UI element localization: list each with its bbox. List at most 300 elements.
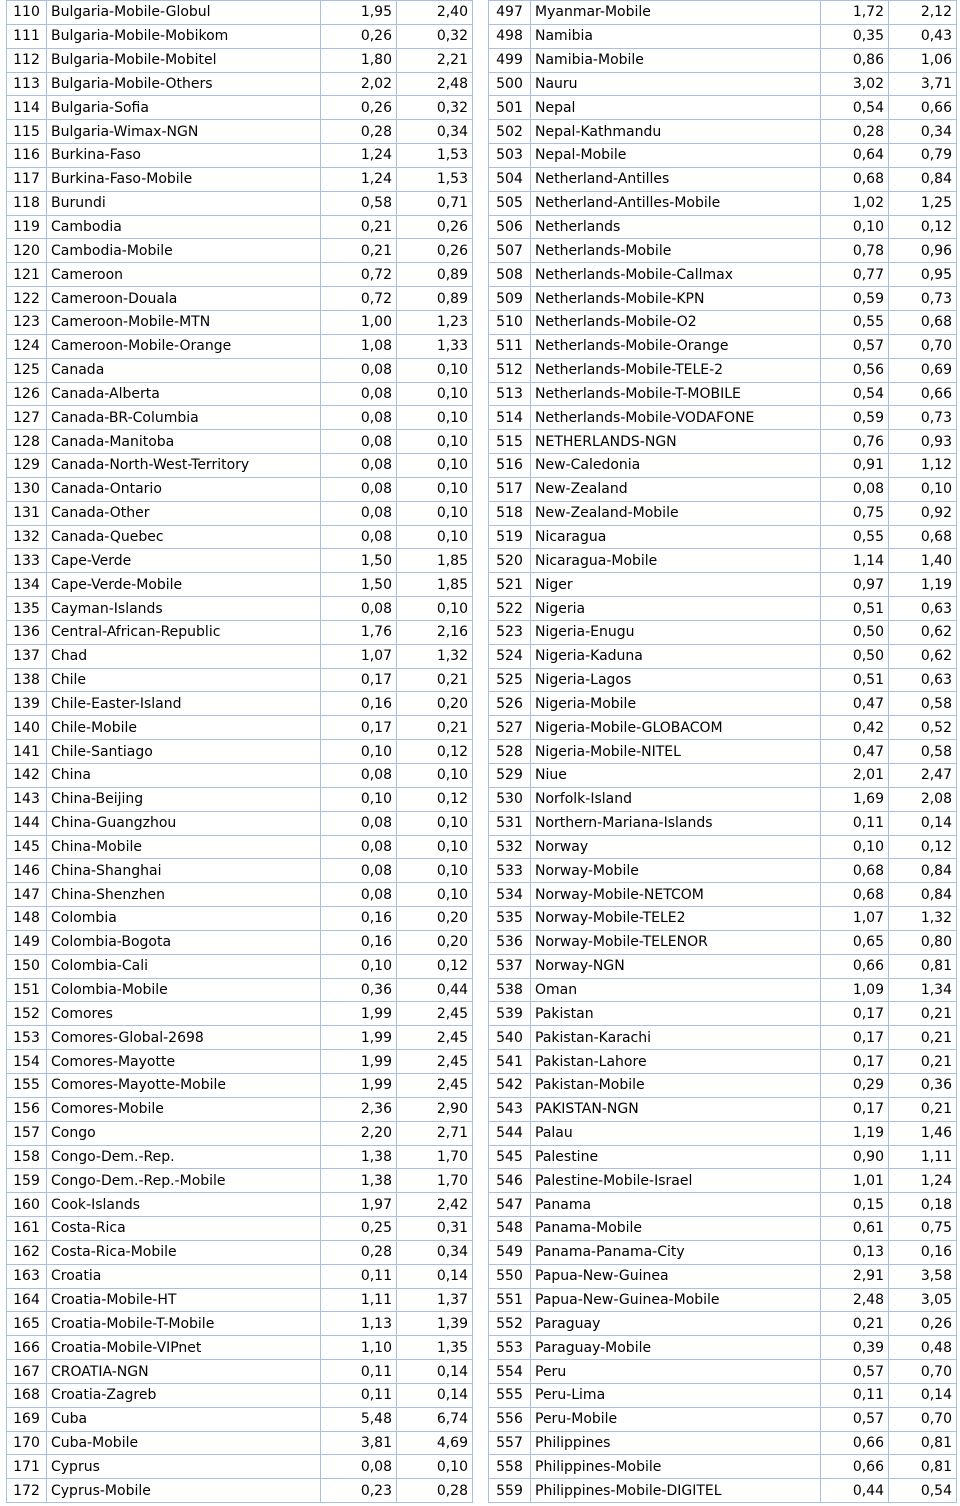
row-number: 110 (7, 1, 47, 25)
destination-name: Peru (531, 1360, 821, 1384)
destination-name: Pakistan-Lahore (531, 1050, 821, 1074)
table-row (7, 787, 473, 811)
rate-value-2: 1,34 (889, 978, 957, 1002)
rate-value-2: 0,32 (397, 96, 473, 120)
row-number: 510 (489, 310, 531, 334)
rate-value-2: 0,58 (889, 740, 957, 764)
row-number: 557 (489, 1431, 531, 1455)
table-row (7, 382, 473, 406)
row-number: 543 (489, 1097, 531, 1121)
rate-value-2: 1,24 (889, 1169, 957, 1193)
rate-value-1: 0,57 (821, 334, 889, 358)
rate-value-2: 1,19 (889, 573, 957, 597)
rate-value-2: 0,10 (397, 859, 473, 883)
destination-name: Peru-Lima (531, 1383, 821, 1407)
rate-value-2: 2,47 (889, 764, 957, 788)
rate-value-1: 0,55 (821, 525, 889, 549)
destination-name: Namibia-Mobile (531, 48, 821, 72)
rate-value-2: 2,08 (889, 787, 957, 811)
rate-value-1: 0,58 (321, 191, 397, 215)
table-row (7, 191, 473, 215)
destination-name: Netherlands-Mobile-KPN (531, 287, 821, 311)
table-row (7, 1193, 473, 1217)
table-row (7, 1264, 473, 1288)
rate-value-2: 1,37 (397, 1288, 473, 1312)
row-number: 497 (489, 1, 531, 25)
rate-value-2: 0,95 (889, 263, 957, 287)
rate-value-2: 0,70 (889, 334, 957, 358)
row-number: 514 (489, 406, 531, 430)
row-number: 138 (7, 668, 47, 692)
rate-value-2: 0,44 (397, 978, 473, 1002)
rate-value-2: 1,53 (397, 144, 473, 168)
rate-value-2: 0,18 (889, 1193, 957, 1217)
rate-value-1: 0,28 (821, 120, 889, 144)
table-row (7, 597, 473, 621)
row-number: 516 (489, 454, 531, 478)
table-row (7, 1288, 473, 1312)
destination-name: Netherlands-Mobile-T-MOBILE (531, 382, 821, 406)
table-row (489, 573, 957, 597)
table-row (489, 1455, 957, 1479)
row-number: 161 (7, 1217, 47, 1241)
table-row (7, 644, 473, 668)
table-row (7, 239, 473, 263)
row-number: 169 (7, 1407, 47, 1431)
table-row (489, 835, 957, 859)
rate-value-2: 1,33 (397, 334, 473, 358)
row-number: 555 (489, 1383, 531, 1407)
rate-value-1: 0,08 (321, 811, 397, 835)
table-row (489, 1193, 957, 1217)
destination-name: Pakistan-Karachi (531, 1026, 821, 1050)
row-number: 140 (7, 716, 47, 740)
destination-name: Nepal-Kathmandu (531, 120, 821, 144)
row-number: 540 (489, 1026, 531, 1050)
rate-value-2: 2,42 (397, 1193, 473, 1217)
rate-value-1: 0,17 (821, 1026, 889, 1050)
destination-name: Panama (531, 1193, 821, 1217)
table-row (489, 1240, 957, 1264)
table-row (489, 430, 957, 454)
table-row (7, 334, 473, 358)
rate-value-2: 0,10 (397, 382, 473, 406)
row-number: 501 (489, 96, 531, 120)
rate-value-2: 0,10 (397, 454, 473, 478)
rate-value-2: 2,45 (397, 1050, 473, 1074)
destination-name: Norway (531, 835, 821, 859)
row-number: 532 (489, 835, 531, 859)
destination-name: Canada-Other (47, 501, 321, 525)
rate-value-2: 0,26 (889, 1312, 957, 1336)
rate-value-2: 1,39 (397, 1312, 473, 1336)
rate-value-1: 0,16 (321, 907, 397, 931)
row-number: 520 (489, 549, 531, 573)
row-number: 554 (489, 1360, 531, 1384)
rate-value-2: 0,71 (397, 191, 473, 215)
rate-value-1: 0,72 (321, 287, 397, 311)
rate-value-2: 1,11 (889, 1145, 957, 1169)
rate-value-2: 1,85 (397, 573, 473, 597)
row-number: 550 (489, 1264, 531, 1288)
row-number: 123 (7, 310, 47, 334)
row-number: 132 (7, 525, 47, 549)
rate-value-2: 6,74 (397, 1407, 473, 1431)
rate-value-1: 0,47 (821, 692, 889, 716)
destination-name: China-Shenzhen (47, 883, 321, 907)
rate-value-2: 0,21 (889, 1050, 957, 1074)
rate-value-2: 0,14 (889, 1383, 957, 1407)
row-number: 541 (489, 1050, 531, 1074)
table-row (489, 215, 957, 239)
table-row (7, 1169, 473, 1193)
row-number: 534 (489, 883, 531, 907)
destination-name: Paraguay-Mobile (531, 1336, 821, 1360)
table-row (7, 215, 473, 239)
table-row (489, 1479, 957, 1503)
row-number: 168 (7, 1383, 47, 1407)
row-number: 509 (489, 287, 531, 311)
destination-name: Croatia-Mobile-HT (47, 1288, 321, 1312)
rate-value-2: 0,26 (397, 215, 473, 239)
destination-name: Cuba-Mobile (47, 1431, 321, 1455)
row-number: 142 (7, 764, 47, 788)
rate-value-1: 0,08 (321, 406, 397, 430)
destination-name: Netherland-Antilles-Mobile (531, 191, 821, 215)
row-number: 505 (489, 191, 531, 215)
rate-value-2: 0,10 (397, 835, 473, 859)
table-row (489, 954, 957, 978)
rate-value-1: 0,59 (821, 406, 889, 430)
rate-value-2: 0,84 (889, 883, 957, 907)
destination-name: Bulgaria-Mobile-Others (47, 72, 321, 96)
rate-value-1: 0,17 (821, 1002, 889, 1026)
table-row (7, 167, 473, 191)
rate-value-1: 1,50 (321, 573, 397, 597)
row-number: 111 (7, 24, 47, 48)
row-number: 127 (7, 406, 47, 430)
row-number: 154 (7, 1050, 47, 1074)
row-number: 523 (489, 620, 531, 644)
row-number: 530 (489, 787, 531, 811)
rate-value-2: 0,21 (397, 668, 473, 692)
row-number: 545 (489, 1145, 531, 1169)
row-number: 517 (489, 477, 531, 501)
rate-value-1: 0,08 (321, 454, 397, 478)
rate-value-1: 2,20 (321, 1121, 397, 1145)
rate-value-2: 0,21 (889, 1026, 957, 1050)
destination-name: China-Beijing (47, 787, 321, 811)
rate-value-2: 2,12 (889, 1, 957, 25)
rate-value-1: 1,09 (821, 978, 889, 1002)
destination-name: Cape-Verde-Mobile (47, 573, 321, 597)
table-row (489, 72, 957, 96)
rate-value-1: 0,57 (821, 1360, 889, 1384)
destination-name: Cameroon (47, 263, 321, 287)
rate-value-1: 3,81 (321, 1431, 397, 1455)
destination-name: Cambodia-Mobile (47, 239, 321, 263)
rate-value-2: 0,66 (889, 382, 957, 406)
rate-value-1: 0,28 (321, 120, 397, 144)
row-number: 125 (7, 358, 47, 382)
table-row (489, 668, 957, 692)
rate-value-1: 0,42 (821, 716, 889, 740)
destination-name: Nigeria-Kaduna (531, 644, 821, 668)
rate-value-1: 0,86 (821, 48, 889, 72)
rate-value-2: 0,14 (397, 1264, 473, 1288)
table-row (7, 72, 473, 96)
row-number: 548 (489, 1217, 531, 1241)
row-number: 522 (489, 597, 531, 621)
table-row (7, 1312, 473, 1336)
row-number: 165 (7, 1312, 47, 1336)
row-number: 117 (7, 167, 47, 191)
row-number: 553 (489, 1336, 531, 1360)
destination-name: Canada-Quebec (47, 525, 321, 549)
rate-value-2: 3,58 (889, 1264, 957, 1288)
destination-name: Colombia-Bogota (47, 930, 321, 954)
row-number: 119 (7, 215, 47, 239)
destination-name: Burkina-Faso-Mobile (47, 167, 321, 191)
table-row (7, 1002, 473, 1026)
row-number: 170 (7, 1431, 47, 1455)
table-row (489, 1383, 957, 1407)
rate-value-2: 1,70 (397, 1145, 473, 1169)
destination-name: Palestine (531, 1145, 821, 1169)
table-row (7, 1026, 473, 1050)
table-row (489, 907, 957, 931)
destination-name: Netherlands-Mobile-VODAFONE (531, 406, 821, 430)
row-number: 164 (7, 1288, 47, 1312)
destination-name: Cuba (47, 1407, 321, 1431)
rate-value-1: 0,08 (321, 358, 397, 382)
destination-name: Bulgaria-Wimax-NGN (47, 120, 321, 144)
destination-name: Norway-Mobile-TELE2 (531, 907, 821, 931)
rate-value-1: 1,11 (321, 1288, 397, 1312)
destination-name: Peru-Mobile (531, 1407, 821, 1431)
rate-value-1: 0,08 (321, 597, 397, 621)
rate-value-1: 0,54 (821, 382, 889, 406)
row-number: 152 (7, 1002, 47, 1026)
rate-value-1: 0,13 (821, 1240, 889, 1264)
table-row (7, 1479, 473, 1503)
destination-name: Burundi (47, 191, 321, 215)
row-number: 126 (7, 382, 47, 406)
rate-value-2: 0,12 (397, 787, 473, 811)
rate-value-1: 0,77 (821, 263, 889, 287)
rate-value-2: 0,70 (889, 1360, 957, 1384)
row-number: 525 (489, 668, 531, 692)
destination-name: New-Caledonia (531, 454, 821, 478)
row-number: 150 (7, 954, 47, 978)
rate-value-1: 0,26 (321, 96, 397, 120)
table-row (489, 358, 957, 382)
rate-value-1: 1,38 (321, 1169, 397, 1193)
rate-value-2: 0,84 (889, 167, 957, 191)
row-number: 535 (489, 907, 531, 931)
destination-name: Canada-Manitoba (47, 430, 321, 454)
destination-name: Bulgaria-Mobile-Globul (47, 1, 321, 25)
rate-value-1: 0,11 (821, 811, 889, 835)
table-row (489, 883, 957, 907)
rate-value-2: 0,10 (397, 1455, 473, 1479)
table-row (7, 978, 473, 1002)
table-row (7, 454, 473, 478)
destination-name: Northern-Mariana-Islands (531, 811, 821, 835)
rate-value-2: 0,14 (889, 811, 957, 835)
table-row (489, 48, 957, 72)
row-number: 128 (7, 430, 47, 454)
row-number: 158 (7, 1145, 47, 1169)
table-row (7, 1050, 473, 1074)
rates-table-left (6, 0, 473, 1503)
rate-value-2: 0,75 (889, 1217, 957, 1241)
destination-name: New-Zealand (531, 477, 821, 501)
destination-name: Comores-Mayotte (47, 1050, 321, 1074)
row-number: 539 (489, 1002, 531, 1026)
table-row (489, 1002, 957, 1026)
table-row (489, 1121, 957, 1145)
destination-name: Comores (47, 1002, 321, 1026)
rate-value-1: 1,99 (321, 1026, 397, 1050)
table-row (7, 907, 473, 931)
rate-value-1: 2,91 (821, 1264, 889, 1288)
table-row (7, 1097, 473, 1121)
rate-value-1: 0,68 (821, 883, 889, 907)
rate-value-2: 0,34 (889, 120, 957, 144)
destination-name: Costa-Rica-Mobile (47, 1240, 321, 1264)
row-number: 526 (489, 692, 531, 716)
table-row (7, 1360, 473, 1384)
rate-value-2: 0,73 (889, 406, 957, 430)
rate-value-2: 0,10 (397, 764, 473, 788)
table-row (489, 191, 957, 215)
rate-value-2: 0,89 (397, 263, 473, 287)
rate-value-2: 1,40 (889, 549, 957, 573)
row-number: 551 (489, 1288, 531, 1312)
table-row (489, 1288, 957, 1312)
rate-value-2: 0,31 (397, 1217, 473, 1241)
rate-value-1: 0,08 (321, 764, 397, 788)
rate-value-2: 0,26 (397, 239, 473, 263)
row-number: 149 (7, 930, 47, 954)
destination-name: Congo (47, 1121, 321, 1145)
table-row (7, 1431, 473, 1455)
rate-value-2: 0,20 (397, 930, 473, 954)
rate-value-1: 0,66 (821, 1431, 889, 1455)
rate-value-1: 1,24 (321, 144, 397, 168)
rate-value-2: 0,48 (889, 1336, 957, 1360)
rate-value-2: 0,80 (889, 930, 957, 954)
row-number: 148 (7, 907, 47, 931)
rate-value-2: 0,10 (397, 883, 473, 907)
rate-value-1: 0,17 (821, 1097, 889, 1121)
destination-name: Paraguay (531, 1312, 821, 1336)
rate-value-1: 0,08 (821, 477, 889, 501)
destination-name: Philippines (531, 1431, 821, 1455)
row-number: 113 (7, 72, 47, 96)
table-row (7, 263, 473, 287)
row-number: 157 (7, 1121, 47, 1145)
row-number: 121 (7, 263, 47, 287)
destination-name: Pakistan-Mobile (531, 1073, 821, 1097)
table-row (489, 597, 957, 621)
table-row (489, 692, 957, 716)
table-row (7, 764, 473, 788)
table-row (489, 382, 957, 406)
rate-value-2: 1,32 (889, 907, 957, 931)
rate-value-1: 1,69 (821, 787, 889, 811)
rate-value-2: 1,06 (889, 48, 957, 72)
destination-name: Chile (47, 668, 321, 692)
rate-value-1: 0,08 (321, 477, 397, 501)
table-row (7, 1121, 473, 1145)
table-row (489, 501, 957, 525)
destination-name: Palau (531, 1121, 821, 1145)
table-row (489, 978, 957, 1002)
destination-name: Bulgaria-Sofia (47, 96, 321, 120)
table-row (489, 1073, 957, 1097)
table-row (7, 692, 473, 716)
table-row (7, 430, 473, 454)
rate-value-2: 0,81 (889, 1455, 957, 1479)
destination-name: Norway-Mobile (531, 859, 821, 883)
rate-value-2: 0,12 (397, 740, 473, 764)
rate-value-2: 0,81 (889, 954, 957, 978)
destination-name: Cameroon-Mobile-Orange (47, 334, 321, 358)
rate-value-2: 0,10 (397, 430, 473, 454)
table-row (7, 668, 473, 692)
rate-value-1: 0,59 (821, 287, 889, 311)
row-number: 134 (7, 573, 47, 597)
row-number: 503 (489, 144, 531, 168)
rate-value-2: 0,81 (889, 1431, 957, 1455)
rate-value-1: 0,61 (821, 1217, 889, 1241)
rate-value-1: 0,10 (321, 740, 397, 764)
rate-value-2: 0,96 (889, 239, 957, 263)
rate-value-2: 0,62 (889, 644, 957, 668)
row-number: 141 (7, 740, 47, 764)
destination-name: Niue (531, 764, 821, 788)
row-number: 147 (7, 883, 47, 907)
row-number: 143 (7, 787, 47, 811)
rate-value-1: 0,50 (821, 644, 889, 668)
destination-name: Cape-Verde (47, 549, 321, 573)
row-number: 542 (489, 1073, 531, 1097)
rate-value-2: 0,34 (397, 120, 473, 144)
rate-value-2: 0,52 (889, 716, 957, 740)
rate-value-1: 1,07 (321, 644, 397, 668)
destination-name: Croatia-Zagreb (47, 1383, 321, 1407)
table-row (7, 1407, 473, 1431)
destination-name: Croatia-Mobile-VIPnet (47, 1336, 321, 1360)
table-row (489, 787, 957, 811)
rate-value-1: 2,36 (321, 1097, 397, 1121)
rate-value-1: 0,08 (321, 501, 397, 525)
rate-value-1: 0,54 (821, 96, 889, 120)
rate-value-2: 0,93 (889, 430, 957, 454)
rate-value-2: 0,14 (397, 1383, 473, 1407)
rate-value-2: 0,63 (889, 668, 957, 692)
destination-name: Netherlands-Mobile-TELE-2 (531, 358, 821, 382)
row-number: 144 (7, 811, 47, 835)
table-row (7, 859, 473, 883)
row-number: 538 (489, 978, 531, 1002)
table-row (489, 859, 957, 883)
rate-value-2: 2,45 (397, 1073, 473, 1097)
rate-value-1: 1,99 (321, 1050, 397, 1074)
table-row (489, 811, 957, 835)
